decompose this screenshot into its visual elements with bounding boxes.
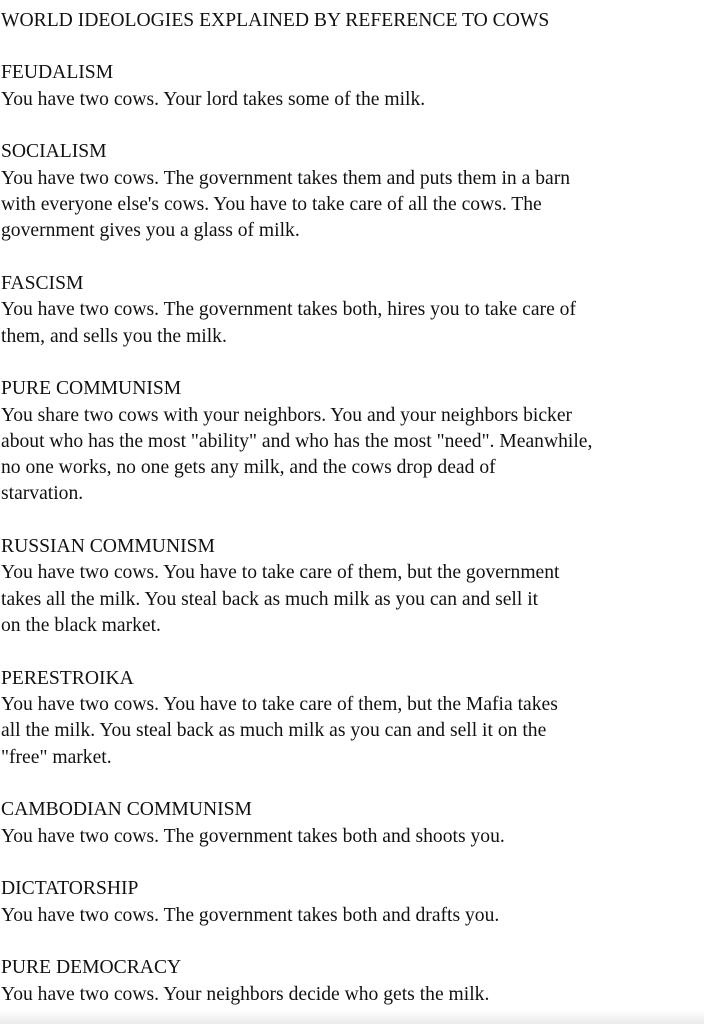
section-text-line: You have two cows. You have to take care of them, but the Mafia takes bbox=[1, 693, 558, 715]
section-text-line: government gives you a glass of milk. bbox=[1, 220, 300, 242]
section-text-line: You have two cows. You have to take care of them, but the government bbox=[1, 562, 560, 584]
section-heading: RUSSIAN COMMUNISM bbox=[1, 536, 215, 558]
section-perestroika bbox=[1, 666, 701, 771]
section-heading: SOCIALISM bbox=[1, 141, 107, 163]
bottom-edge-shadow bbox=[0, 1010, 704, 1024]
section-heading: CAMBODIAN COMMUNISM bbox=[1, 799, 252, 821]
section-fascism bbox=[1, 271, 701, 350]
section-text-line: all the milk. You steal back as much milk as you can and sell it on the bbox=[1, 720, 547, 742]
section-cambodian-communism bbox=[1, 797, 701, 850]
section-heading: FASCISM bbox=[1, 272, 84, 294]
section-text-line: You have two cows. The government takes both, hires you to take care of bbox=[1, 299, 576, 321]
section-text-line: You have two cows. Your neighbors decide who gets the milk. bbox=[1, 983, 490, 1005]
section-heading: PURE COMMUNISM bbox=[1, 378, 182, 400]
document-page bbox=[1, 0, 701, 1008]
section-feudalism bbox=[1, 60, 701, 113]
section-socialism bbox=[1, 139, 701, 244]
section-text-line: You share two cows with your neighbors. You and your neighbors bicker bbox=[1, 404, 573, 426]
section-russian-communism bbox=[1, 534, 701, 639]
section-text-line: starvation. bbox=[1, 483, 84, 505]
section-heading: DICTATORSHIP bbox=[1, 878, 139, 900]
section-pure-communism bbox=[1, 376, 701, 507]
section-text-line: You have two cows. Your lord takes some of the milk. bbox=[1, 88, 426, 110]
section-dictatorship bbox=[1, 876, 701, 929]
section-text-line: takes all the milk. You steal back as much milk as you can and sell it bbox=[1, 588, 539, 610]
section-text-line: You have two cows. The government takes both and drafts you. bbox=[1, 904, 500, 926]
section-text-line: them, and sells you the milk. bbox=[1, 325, 227, 347]
document-title: WORLD IDEOLOGIES EXPLAINED BY REFERENCE TO COWS bbox=[1, 10, 550, 31]
section-text-line: with everyone else's cows. You have to take care of all the cows. The bbox=[1, 193, 542, 215]
section-pure-democracy bbox=[1, 955, 701, 1008]
section-heading: PERESTROIKA bbox=[1, 667, 134, 689]
section-text-line: You have two cows. The government takes both and shoots you. bbox=[1, 825, 505, 847]
section-text-line: on the black market. bbox=[1, 615, 161, 636]
section-text-line: no one works, no one gets any milk, and the cows drop dead of bbox=[1, 457, 496, 479]
section-heading: PURE DEMOCRACY bbox=[1, 957, 182, 979]
section-heading: FEUDALISM bbox=[1, 62, 114, 84]
section-text-line: "free" market. bbox=[1, 746, 112, 768]
section-text-line: You have two cows. The government takes them and puts them in a barn bbox=[1, 167, 571, 189]
section-text-line: about who has the most "ability" and who has the most "need". Meanwhile, bbox=[1, 430, 593, 452]
